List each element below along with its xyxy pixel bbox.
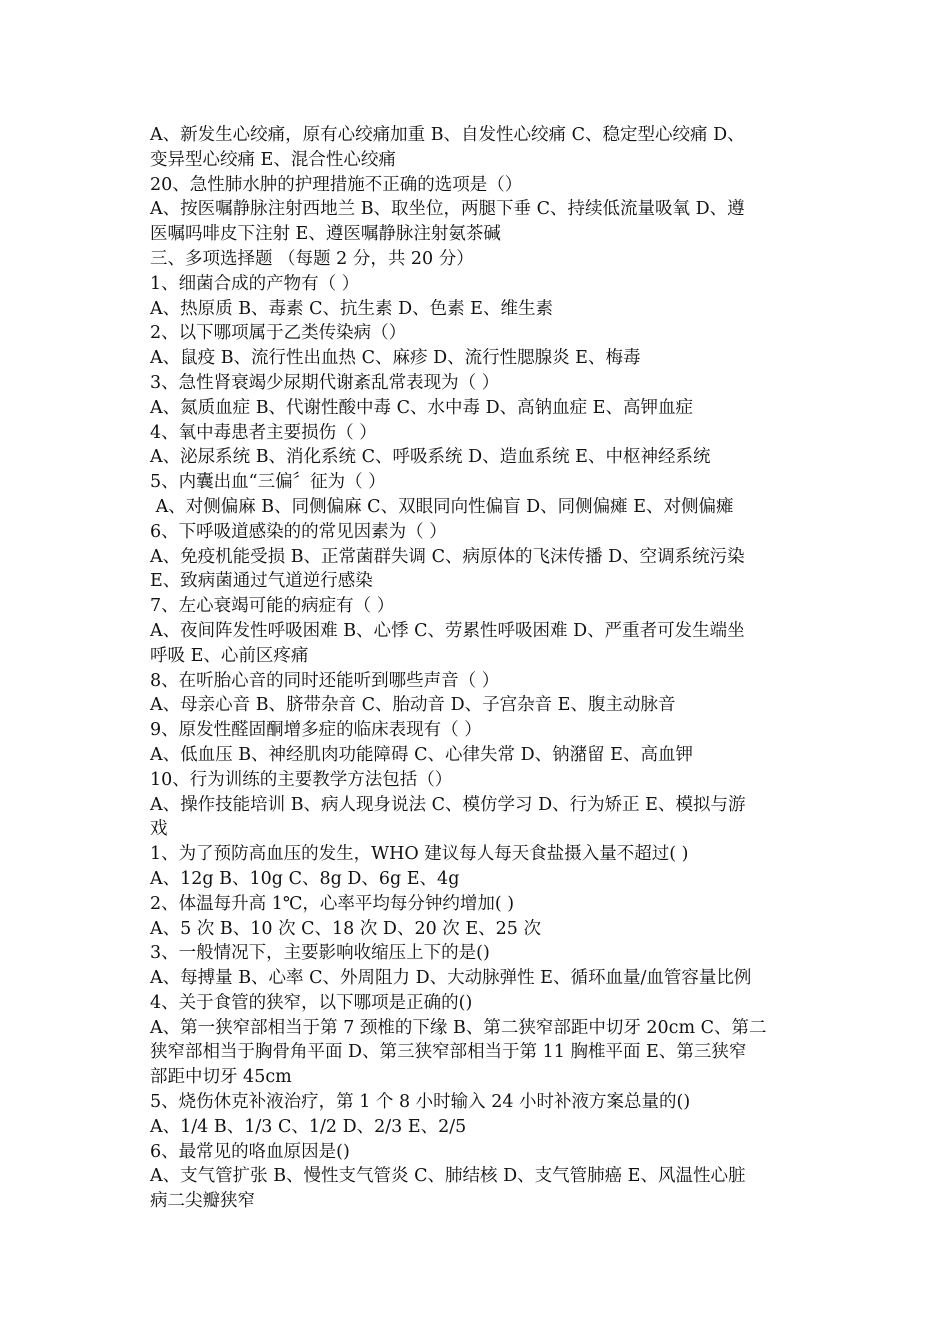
options-line: A、鼠疫 B、流行性出血热 C、麻疹 D、流行性腮腺炎 E、梅毒 xyxy=(150,348,641,369)
question-line: 6、最常见的咯血原因是() xyxy=(150,1141,350,1162)
options-line: A、对侧偏麻 B、同侧偏麻 C、双眼同向性偏盲 D、同侧偏瘫 E、对侧偏瘫 xyxy=(150,496,734,517)
options-line: A、母亲心音 B、脐带杂音 C、胎动音 D、子宫杂音 E、腹主动脉音 xyxy=(150,695,676,716)
text-line: 变异型心绞痛 E、混合性心绞痛 xyxy=(150,149,396,170)
question-line: 1、细菌合成的产物有（ ） xyxy=(150,273,360,294)
question-line: 5、内囊出血“三偏〞征为（ ） xyxy=(150,472,386,493)
options-line: 狭窄部相当于胸骨角平面 D、第三狭窄部相当于第 11 胸椎平面 E、第三狭窄 xyxy=(150,1042,747,1063)
question-line: 3、一般情况下，主要影响收缩压上下的是() xyxy=(150,943,490,964)
question-line: 4、关于食管的狭窄，以下哪项是正确的() xyxy=(150,992,473,1013)
options-line: A、热原质 B、毒素 C、抗生素 D、色素 E、维生素 xyxy=(150,298,553,319)
question-line: 9、原发性醛固酮增多症的临床表现有（ ） xyxy=(150,720,482,741)
question-line: 5、烧伤休克补液治疗，第 1 个 8 小时输入 24 小时补液方案总量的() xyxy=(150,1092,691,1113)
options-line: A、第一狭窄部相当于第 7 颈椎的下缘 B、第二狭窄部距中切牙 20cm C、第二 xyxy=(150,1017,767,1038)
options-line: A、每搏量 B、心率 C、外周阻力 D、大动脉弹性 E、循环血量/血管容量比例 xyxy=(150,968,752,989)
options-line: 戏 xyxy=(150,819,168,840)
options-line: A、夜间阵发性呼吸困难 B、心悸 C、劳累性呼吸困难 D、严重者可发生端坐 xyxy=(150,620,745,641)
section-heading: 三、多项选择题 （每题 2 分，共 20 分） xyxy=(150,248,474,269)
document-page xyxy=(150,123,810,1214)
question-line: 7、左心衰竭可能的病症有（ ） xyxy=(150,596,395,617)
options-line: 呼吸 E、心前区疼痛 xyxy=(150,645,309,666)
options-line: A、泌尿系统 B、消化系统 C、呼吸系统 D、造血系统 E、中枢神经系统 xyxy=(150,447,711,468)
text-line: A、新发生心绞痛，原有心绞痛加重 B、自发性心绞痛 C、稳定型心绞痛 D、 xyxy=(150,125,745,145)
options-line: A、免疫机能受损 B、正常菌群失调 C、病原体的飞沫传播 D、空调系统污染 xyxy=(150,546,745,567)
question-line: 10、行为训练的主要教学方法包括（） xyxy=(150,769,453,790)
options-line: A、1/4 B、1/3 C、1/2 D、2/3 E、2/5 xyxy=(150,1116,467,1137)
options-line: 部距中切牙 45cm xyxy=(150,1067,292,1088)
question-line: 6、下呼吸道感染的的常见因素为（ ） xyxy=(150,521,447,542)
options-line: 医嘱吗啡皮下注射 E、遵医嘱静脉注射氨茶碱 xyxy=(150,224,501,245)
options-line: 病二尖瓣狭窄 xyxy=(150,1191,255,1212)
options-line: A、氮质血症 B、代谢性酸中毒 C、水中毒 D、高钠血症 E、高钾血症 xyxy=(150,397,693,418)
options-line: A、5 次 B、10 次 C、18 次 D、20 次 E、25 次 xyxy=(150,918,541,939)
question-line: 8、在听胎心音的同时还能听到哪些声音（ ） xyxy=(150,670,500,691)
question-line: 20、急性肺水肿的护理措施不正确的选项是（） xyxy=(150,174,523,195)
options-line: A、12g B、10g C、8g D、6g E、4g xyxy=(150,868,460,889)
question-line: 4、氧中毒患者主要损伤（ ） xyxy=(150,422,377,443)
options-line: A、低血压 B、神经肌肉功能障碍 C、心律失常 D、钠潴留 E、高血钾 xyxy=(150,744,693,765)
question-line: 2、体温每升高 1℃，心率平均每分钟约增加( ) xyxy=(150,893,515,914)
options-line: A、按医嘱静脉注射西地兰 B、取坐位，两腿下垂 C、持续低流量吸氧 D、遵 xyxy=(150,199,745,220)
question-line: 1、为了预防高血压的发生，WHO 建议每人每天食盐摄入量不超过( ) xyxy=(150,844,689,865)
question-line: 2、以下哪项属于乙类传染病（） xyxy=(150,323,407,344)
options-line: A、操作技能培训 B、病人现身说法 C、模仿学习 D、行为矫正 E、模拟与游 xyxy=(150,794,746,815)
options-line: A、支气管扩张 B、慢性支气管炎 C、肺结核 D、支气管肺癌 E、风温性心脏 xyxy=(150,1166,746,1187)
options-line: E、致病菌通过气道逆行感染 xyxy=(150,571,373,592)
question-line: 3、急性肾衰竭少尿期代谢紊乱常表现为（ ） xyxy=(150,372,500,393)
